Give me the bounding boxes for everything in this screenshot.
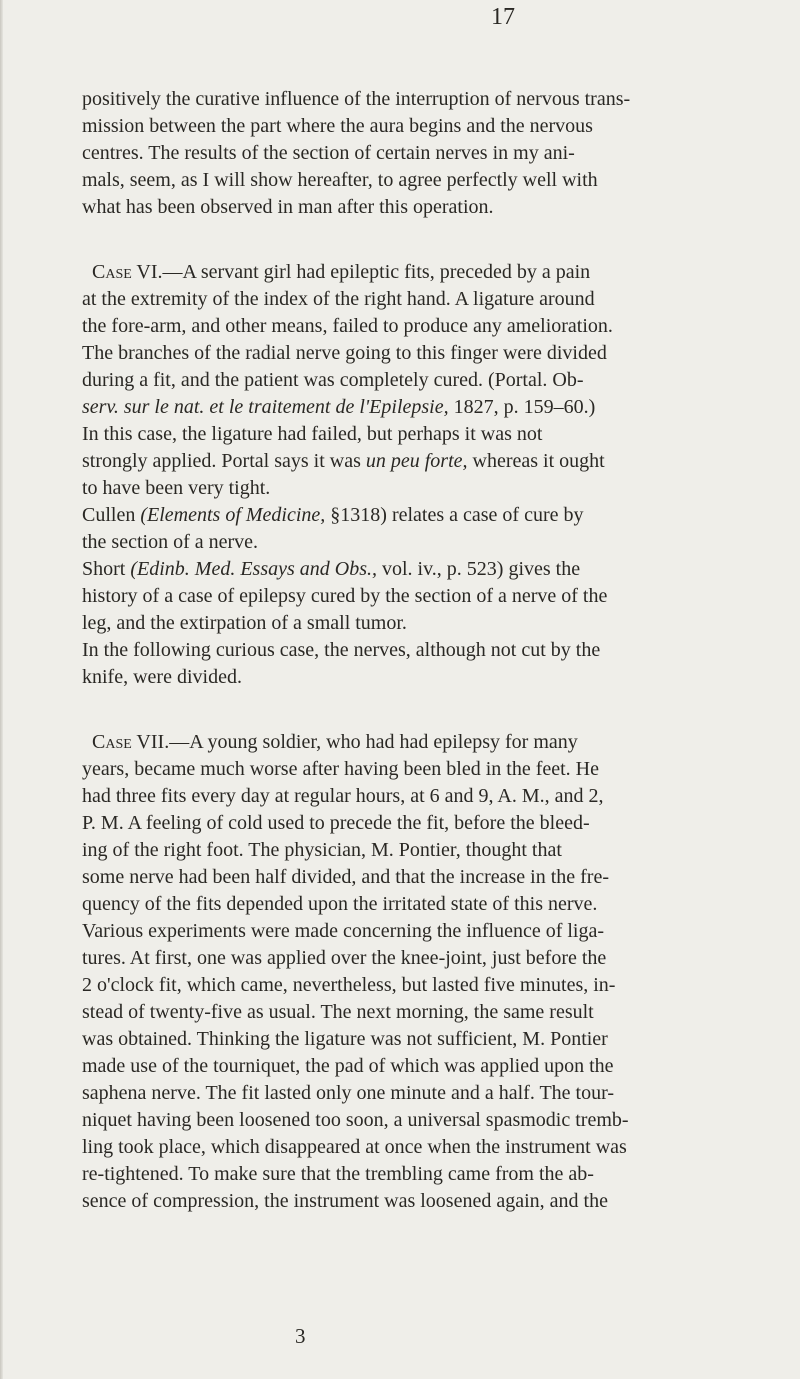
text-line: P. M. A feeling of cold used to precede the fit, before the bleed- (82, 812, 590, 834)
text-line: strongly applied. Portal says it was un peu forte, whereas it ought (82, 450, 605, 472)
text-line: saphena nerve. The fit lasted only one minute and a half. The tour- (82, 1082, 615, 1104)
case-label: Case VII. (92, 731, 170, 753)
citation-line: serv. sur le nat. et le traitement de l'Epilepsie, 1827, p. 159–60.) (82, 396, 596, 418)
case-heading-line: Case VI.—A servant girl had epileptic fits, preceded by a pain (92, 261, 591, 283)
text-line: Short (Edinb. Med. Essays and Obs., vol. iv., p. 523) gives the (82, 558, 581, 580)
text-line: history of a case of epilepsy cured by the section of a nerve of the (82, 585, 608, 607)
text-line: had three fits every day at regular hours, at 6 and 9, A. M., and 2, (82, 785, 604, 807)
text-line: some nerve had been half divided, and that the increase in the fre- (82, 866, 610, 888)
text-line: The branches of the radial nerve going to this finger were divided (82, 342, 607, 364)
text-line: niquet having been loosened too soon, a universal spasmodic tremb- (82, 1109, 629, 1131)
text-line: Various experiments were made concerning the influence of liga- (82, 920, 605, 942)
text-line: during a fit, and the patient was completely cured. (Portal. Ob- (82, 369, 584, 391)
case-heading-line: Case VII.—A young soldier, who had had epilepsy for many (92, 731, 578, 753)
text-line: In the following curious case, the nerves, although not cut by the (82, 639, 601, 661)
text-line: stead of twenty-five as usual. The next morning, the same result (82, 1001, 594, 1023)
text-line: at the extremity of the index of the right hand. A ligature around (82, 288, 595, 310)
text-line: positively the curative influence of the interruption of nervous trans- (82, 88, 631, 110)
text-line: centres. The results of the section of certain nerves in my ani- (82, 142, 575, 164)
page-edge-shadow (0, 0, 3, 1379)
case-label: Case VI. (92, 261, 163, 283)
text-line: to have been very tight. (82, 477, 271, 499)
text-line: was obtained. Thinking the ligature was not sufficient, M. Pontier (82, 1028, 608, 1050)
text-line: re-tightened. To make sure that the trembling came from the ab- (82, 1163, 594, 1185)
text-line: ing of the right foot. The physician, M. Pontier, thought that (82, 839, 562, 861)
text-line: Cullen (Elements of Medicine, §1318) relates a case of cure by (82, 504, 584, 526)
page-number: 17 (491, 4, 515, 30)
text-line: the fore-arm, and other means, failed to produce any amelioration. (82, 315, 613, 337)
text-line: made use of the tourniquet, the pad of which was applied upon the (82, 1055, 614, 1077)
text-line: In this case, the ligature had failed, but perhaps it was not (82, 423, 543, 445)
text-line: quency of the fits depended upon the irritated state of this nerve. (82, 893, 598, 915)
text-line: mission between the part where the aura begins and the nervous (82, 115, 593, 137)
text-line: the section of a nerve. (82, 531, 259, 553)
text-line: 2 o'clock fit, which came, nevertheless, but lasted five minutes, in- (82, 974, 616, 996)
text-line: what has been observed in man after this operation. (82, 196, 494, 218)
text-line: knife, were divided. (82, 666, 242, 688)
text-line: sence of compression, the instrument was loosened again, and the (82, 1190, 608, 1212)
text-line: years, became much worse after having been bled in the feet. He (82, 758, 599, 780)
text-line: leg, and the extirpation of a small tumor. (82, 612, 407, 634)
text-line: mals, seem, as I will show hereafter, to agree perfectly well with (82, 169, 598, 191)
signature-mark: 3 (295, 1324, 306, 1348)
text-line: ling took place, which disappeared at once when the instrument was (82, 1136, 627, 1158)
text-line: tures. At first, one was applied over the knee-joint, just before the (82, 947, 607, 969)
